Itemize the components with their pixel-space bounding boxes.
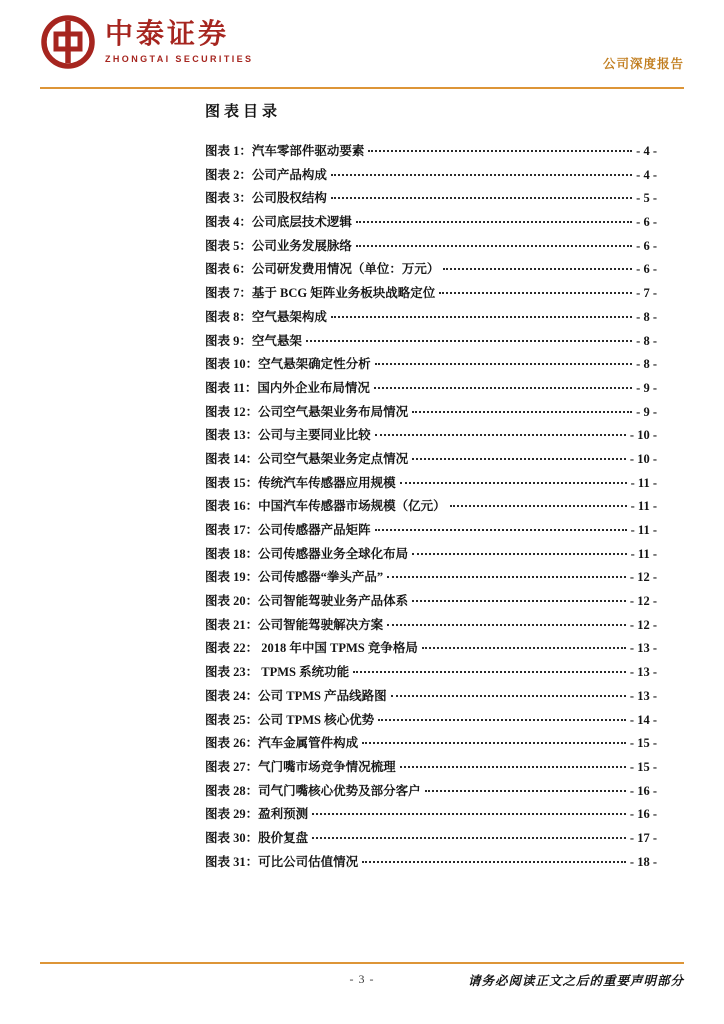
toc-entry-page: - 10 - — [629, 428, 657, 443]
toc-entry-leader — [412, 411, 632, 413]
toc-entry-page: - 17 - — [629, 830, 657, 845]
toc-entry-leader — [400, 766, 626, 768]
toc-entry-leader — [356, 221, 632, 223]
toc-entry-page: - 6 - — [636, 262, 657, 277]
toc-entry-page: - 11 - — [630, 499, 657, 514]
toc-entry-text[interactable]: 图表 11：国内外企业布局情况 — [205, 380, 370, 395]
footer-divider — [40, 962, 684, 964]
toc-entry[interactable] — [205, 662, 657, 686]
toc-entry-leader — [312, 837, 626, 839]
report-type-label: 公司深度报告 — [602, 57, 684, 71]
toc-entry-leader — [375, 434, 626, 436]
toc-entry[interactable] — [205, 402, 657, 426]
toc-entry[interactable] — [205, 852, 657, 876]
toc-entry[interactable] — [205, 354, 657, 378]
toc-entry-page: - 15 - — [629, 759, 657, 774]
toc-entry-leader — [387, 624, 626, 626]
toc-entry-text[interactable]: 图表 28：司气门嘴核心优势及部分客户 — [205, 783, 421, 798]
toc-entry[interactable] — [205, 212, 657, 236]
toc-entry-page: - 13 - — [629, 665, 657, 680]
brand-name-cn: 中泰证券 — [105, 19, 230, 51]
toc-entry[interactable] — [205, 710, 657, 734]
toc-entry-text[interactable]: 图表 15：传统汽车传感器应用规模 — [205, 475, 396, 490]
toc-entry-text[interactable]: 图表 19：公司传感器“拳头产品” — [205, 570, 384, 585]
toc-entry-leader — [400, 482, 627, 484]
zhongtai-logo-icon — [40, 14, 96, 70]
toc-entry[interactable] — [205, 473, 657, 497]
page-header — [40, 14, 684, 80]
toc-entry-text[interactable]: 图表 17：公司传感器产品矩阵 — [205, 523, 371, 537]
toc-entry[interactable] — [205, 686, 657, 710]
toc-entry-text[interactable]: 图表 30：股价复盘 — [205, 830, 309, 845]
toc-entry-text[interactable]: 图表 25：公司 TPMS 核心优势 — [205, 712, 375, 727]
toc-entry[interactable] — [205, 283, 657, 307]
toc-entry-page: - 6 - — [636, 215, 657, 230]
toc-entry-text[interactable]: 图表 21：公司智能驾驶解决方案 — [205, 617, 384, 632]
toc-entry-leader — [374, 387, 632, 389]
toc-entry-page: - 8 - — [636, 333, 657, 348]
toc-entry-text[interactable]: 图表 31：可比公司估值情况 — [205, 854, 359, 869]
toc-entry-page: - 13 - — [629, 688, 657, 703]
toc-entry[interactable] — [205, 236, 657, 260]
toc-entry-leader — [425, 790, 626, 792]
toc-entry-text[interactable]: 图表 6：公司研发费用情况（单位：万元） — [205, 262, 440, 277]
toc-entry-text[interactable]: 图表 13：公司与主要同业比较 — [205, 428, 371, 443]
toc-entry-page: - 12 - — [629, 570, 657, 585]
toc-entry[interactable] — [205, 307, 657, 331]
toc-entry-leader — [387, 576, 626, 578]
toc-entry[interactable] — [205, 141, 657, 165]
toc-entry-leader — [422, 647, 626, 649]
toc-entry-leader — [450, 505, 627, 507]
toc-entry-leader — [412, 553, 626, 555]
toc-entry-text[interactable]: 图表 16：中国汽车传感器市场规模（亿元） — [205, 499, 446, 514]
toc-entry-text[interactable]: 图表 18：公司传感器业务全球化布局 — [205, 546, 409, 561]
toc-entry-page: - 8 - — [636, 309, 657, 324]
toc-entry-leader — [443, 268, 632, 270]
toc-entry-text[interactable]: 图表 26：汽车金属管件构成 — [205, 736, 359, 751]
toc-entry-leader — [331, 316, 632, 318]
toc-entry-page: - 4 - — [636, 167, 657, 182]
toc-entry-text[interactable]: 图表 12：公司空气悬架业务布局情况 — [205, 404, 409, 419]
brand-name-en: ZHONGTAI SECURITIES — [105, 53, 254, 64]
toc-entry-text[interactable]: 图表 4：公司底层技术逻辑 — [205, 215, 352, 230]
toc-entry-page: - 11 - — [630, 546, 657, 561]
toc-entry-leader — [412, 458, 626, 460]
toc-entry[interactable] — [205, 757, 657, 781]
toc-entry-leader — [439, 292, 632, 294]
toc-entry[interactable] — [205, 449, 657, 473]
page-number: - 3 - — [349, 972, 375, 986]
toc-entry-leader — [375, 363, 633, 365]
toc-entry[interactable] — [205, 188, 657, 212]
toc-entry-leader — [378, 719, 626, 721]
toc-entry-page: - 6 - — [636, 238, 657, 253]
toc-entry[interactable] — [205, 733, 657, 757]
toc-entry-text[interactable]: 图表 7：基于 BCG 矩阵业务板块战略定位 — [205, 286, 436, 301]
toc-entry-text[interactable]: 图表 23： TPMS 系统功能 — [205, 665, 350, 680]
toc-entry-leader — [356, 245, 632, 247]
toc-entry-leader — [353, 671, 626, 673]
toc-entry-page: - 16 - — [629, 783, 657, 798]
toc-entry-leader — [368, 150, 632, 152]
toc-entry-page: - 9 - — [636, 404, 657, 419]
toc-entry-page: - 11 - — [630, 475, 657, 490]
header-divider — [40, 87, 684, 89]
toc-entry-text[interactable]: 图表 20：公司智能驾驶业务产品体系 — [205, 594, 409, 609]
toc-entry-leader — [362, 742, 626, 744]
toc-entry-page: - 5 - — [636, 191, 657, 206]
toc-entry-leader — [391, 695, 626, 697]
toc-entry[interactable] — [205, 165, 657, 189]
toc-list — [205, 141, 657, 875]
toc-entry-page: - 16 - — [629, 807, 657, 822]
toc-entry[interactable] — [205, 378, 657, 402]
toc-entry-page: - 12 - — [629, 594, 657, 609]
toc-entry[interactable] — [205, 331, 657, 355]
toc-entry-page: - 11 - — [630, 523, 657, 537]
toc-entry[interactable] — [205, 638, 657, 662]
toc-entry[interactable] — [205, 544, 657, 568]
toc-entry-page: - 7 - — [636, 286, 657, 301]
toc-entry[interactable] — [205, 804, 657, 828]
toc-entry[interactable] — [205, 828, 657, 852]
toc-entry-page: - 18 - — [629, 854, 657, 869]
toc-entry-text[interactable]: 图表 8：空气悬架构成 — [205, 309, 327, 324]
brand-text — [105, 20, 253, 64]
toc-entry-leader — [331, 174, 632, 176]
toc-entry[interactable] — [205, 425, 657, 449]
toc-entry-text[interactable]: 图表 29：盈利预测 — [205, 807, 309, 822]
footer-disclaimer: 请务必阅读正文之后的重要声明部分 — [467, 974, 684, 988]
toc-entry-text[interactable]: 图表 10：空气悬架确定性分析 — [205, 357, 371, 372]
toc-entry-page: - 8 - — [636, 357, 657, 372]
toc-entry-leader — [362, 861, 626, 863]
toc-entry-leader — [306, 340, 632, 342]
toc-entry-page: - 9 - — [636, 380, 657, 395]
toc-entry-text[interactable]: 图表 9：空气悬架 — [205, 333, 302, 348]
toc-entry-page: - 12 - — [629, 617, 657, 632]
toc-section — [205, 100, 657, 875]
toc-entry[interactable] — [205, 615, 657, 639]
toc-entry[interactable] — [205, 496, 657, 520]
toc-title: 图表目录 — [205, 104, 282, 120]
toc-entry-text[interactable]: 图表 24：公司 TPMS 产品线路图 — [205, 688, 387, 703]
toc-entry[interactable] — [205, 520, 657, 544]
toc-entry-leader — [375, 529, 627, 531]
toc-entry-leader — [331, 197, 632, 199]
toc-entry[interactable] — [205, 259, 657, 283]
page-footer — [40, 971, 684, 991]
brand-logo — [40, 14, 253, 70]
toc-entry-leader — [412, 600, 626, 602]
toc-entry-text[interactable]: 图表 1：汽车零部件驱动要素 — [205, 144, 365, 158]
toc-entry-page: - 4 - — [636, 144, 657, 158]
toc-entry-text[interactable]: 图表 22： 2018 年中国 TPMS 竞争格局 — [205, 641, 418, 656]
toc-entry-text[interactable]: 图表 5：公司业务发展脉络 — [205, 238, 352, 253]
toc-entry-leader — [312, 813, 626, 815]
toc-entry-page: - 10 - — [629, 451, 657, 466]
toc-entry-text[interactable]: 图表 14：公司空气悬架业务定点情况 — [205, 451, 409, 466]
toc-entry[interactable] — [205, 591, 657, 615]
toc-entry-page: - 15 - — [629, 736, 657, 751]
toc-entry-text[interactable]: 图表 27：气门嘴市场竞争情况梳理 — [205, 759, 396, 774]
toc-entry[interactable] — [205, 781, 657, 805]
toc-entry-text[interactable]: 图表 3：公司股权结构 — [205, 191, 327, 206]
toc-entry[interactable] — [205, 567, 657, 591]
toc-entry-text[interactable]: 图表 2：公司产品构成 — [205, 167, 327, 182]
toc-entry-page: - 14 - — [629, 712, 657, 727]
toc-entry-page: - 13 - — [629, 641, 657, 656]
